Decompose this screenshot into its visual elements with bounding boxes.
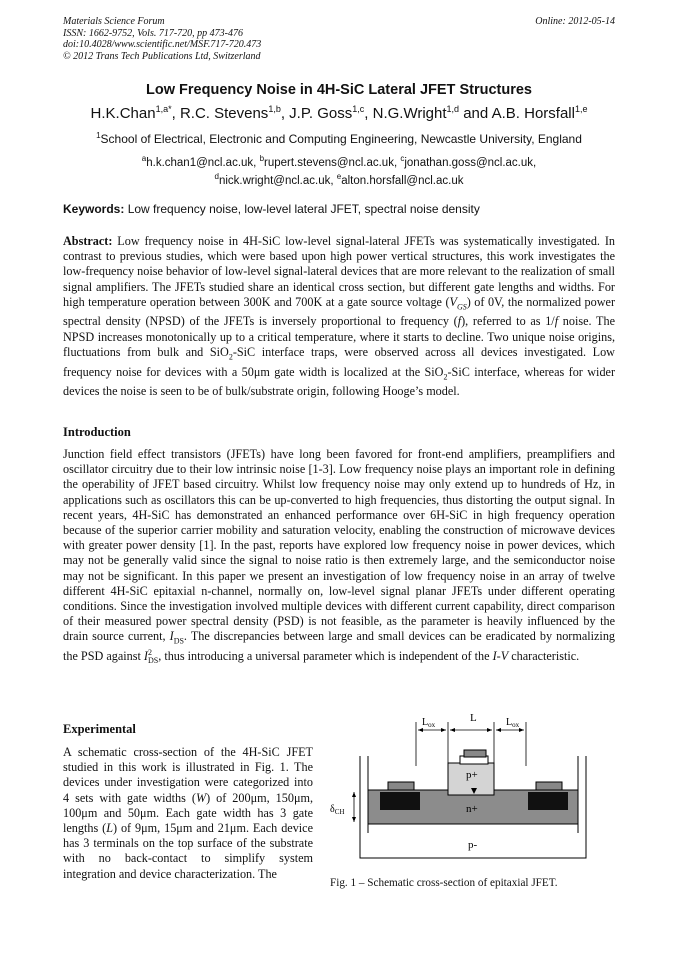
abstract-text: ) of 0V, the normalized power spectral density (NPSD) of the JFETs is inversely proportional to frequency ( [63, 294, 616, 329]
gate-contact-pad [464, 750, 486, 757]
author-name: A.B. Horsfall [491, 105, 575, 122]
abstract-f: f [554, 314, 559, 329]
introduction-text [63, 447, 615, 665]
email-e: alton.horsfall@ncl.ac.uk [341, 174, 464, 187]
author-sep: , [364, 105, 373, 122]
author-name: R.C. Stevens [179, 105, 269, 122]
intro-ids2-sub: DS [147, 656, 159, 666]
email-a: h.k.chan1@ncl.ac.uk, [146, 156, 260, 169]
affiliation-sup: 1 [96, 131, 101, 140]
label-n-plus: n+ [466, 803, 478, 815]
author-sup: 1,e [574, 104, 588, 114]
intro-text: Junction field effect transistors (JFETs) have long been favored for front-end amplifiers, preamplifiers and oscillator circuitry due to their low intrinsic noise [1-3]. Low frequency noise plays an important role in defining the operability of JFET based circuitry. Whilst low frequency noise may only extend up to hundreds of Hz, in applications such as oscillators this can be up-converted to high frequencies, thus distorting the output signal. In recent years, 4H-SiC has demonstrated an enhanced performance over 6H-SiC in high frequency operation because of the superior carrier mobility and saturation velocity, enabling the construction of microwave devices with greater power density [1]. In the past, reports have explored low frequency noise in power devices, which may not be generally valid since the signal to noise ratio is then extremely large, and the semiconductor noise may not be significant. In this paper we present an investigation of low frequency noise in an array of twelve different 4H-SiC epitaxial n-channel, normally on, low-level signal planar JFETs under different operating conditions. Since the investigation involved multiple devices with different current capability, direct comparison of their measured power spectral density (PSD) is not feasible, as the parameter is heavily influenced by the drain source current, [63, 447, 615, 644]
exp-w: W [195, 790, 207, 805]
author-name: H.K.Chan [90, 105, 156, 122]
author-name: J.P. Goss [289, 105, 353, 122]
email-list: $^a$h.k.chan1@ncl.ac.uk, $^b$rupert.stevens@ncl.ac.uk, $^c$jonathan.goss@ncl.ac.uk, $^d$nick.wright@ncl.ac.uk, $^e$alton.horsfall@ncl.ac.uk [141, 154, 537, 187]
label-lox-right: $L_{ox}$ [506, 717, 520, 729]
abstract-f: f [457, 314, 462, 329]
abstract-text: noise. The NPSD increases monotonically up to a critical temperature, where it starts to decline. Two unique noise origins, fluctuations from bulk and SiO [63, 314, 615, 359]
doi: doi:10.4028/www.scientific.net/MSF.717-720.473 [63, 39, 262, 50]
jfet-cross-section-diagram [328, 708, 598, 868]
exp-l: L [106, 821, 113, 836]
author-sep: , [280, 105, 290, 122]
intro-text: . The discrepancies between large and small devices can be eradicated by normalizing the PSD against [63, 629, 616, 664]
author-sep: , [171, 105, 180, 122]
issn: ISSN: 1662-9752, Vols. 717-720, pp 473-476 [63, 27, 243, 39]
affiliation-text: School of Electrical, Electronic and Computing Engineering, Newcastle University, England [100, 132, 582, 146]
abstract-text: Low frequency noise in 4H-SiC low-level signal-lateral JFETs was systematically investigated. In contrast to previous studies, which were based upon high power vertical structures, this work investigates the low-frequency noise behavior of low-level signal-lateral devices that are more relevant to the realization of small signal amplifiers. The JFETs studied share an identical cross section, but different gate lengths and widths. For high temperature operation between 300K and 700K at a gate source voltage ( [63, 234, 615, 309]
author-sup: 1,b [268, 104, 281, 114]
label-l: L [470, 712, 477, 724]
intro-ids2-sup: 2 [147, 648, 152, 658]
section-heading-introduction: Introduction [63, 425, 131, 439]
label-p-plus: p+ [466, 769, 478, 781]
experimental-text [63, 745, 313, 882]
email-d: nick.wright@ncl.ac.uk, [218, 174, 337, 187]
intro-iv: I-V [492, 649, 509, 664]
left-contact-pad [388, 782, 414, 790]
exp-text: A schematic cross-section of the 4H-SiC JFET studied in this work is illustrated in Fig. 1. The devices under investigation were categorized into 4 sets with gate widths ( [63, 745, 313, 805]
author-sup: 1,d [446, 104, 460, 114]
author-list [0, 104, 678, 122]
author-sup: 1,a* [155, 104, 172, 114]
author-sep: and [459, 105, 492, 122]
left-contact-implant [380, 792, 420, 810]
abstract-text: -SiC interface, whereas for wider devices the noise is seen to be of bulk/substrate origin, following Hooge’s model. [63, 364, 615, 399]
label-p-minus: p- [468, 839, 478, 851]
abstract-text: -SiC interface traps, were observed across all devices investigated. Low frequency noise for devices with a 50μm gate width is localized at the SiO [63, 344, 615, 379]
label-lox-left: $L_{ox}$ [422, 717, 436, 729]
email-b: rupert.stevens@ncl.ac.uk, [264, 156, 401, 169]
intro-ids-sub: DS [173, 636, 184, 646]
intro-text: , thus introducing a universal parameter which is independent of the [158, 649, 493, 664]
subscript-2: 2 [443, 371, 448, 381]
abstract-vgs-sub: GS [456, 302, 467, 312]
journal-header [63, 16, 261, 62]
copyright: © 2012 Trans Tech Publications Ltd, Switzerland [63, 50, 261, 62]
label-delta-ch: $\delta_{CH}$ [330, 804, 345, 816]
affiliation [0, 131, 678, 146]
journal-name: Materials Science Forum [63, 16, 165, 27]
author-sup: 1,c [352, 104, 365, 114]
abstract [63, 234, 615, 399]
keywords-label: Keywords: [63, 202, 125, 216]
section-heading-experimental: Experimental [63, 722, 136, 736]
paper-title: Low Frequency Noise in 4H-SiC Lateral JFET Structures [146, 82, 532, 98]
keywords-text: Low frequency noise, low-level lateral JFET, spectral noise density [124, 202, 480, 216]
intro-text: characteristic. [508, 649, 580, 664]
intro-ids: I [143, 649, 148, 664]
abstract-text: ), referred to as 1/ [461, 314, 555, 329]
abstract-vgs: V [449, 294, 457, 309]
author-name: N.G.Wright [372, 105, 447, 122]
right-contact-pad [536, 782, 562, 790]
email-c: jonathan.goss@ncl.ac.uk, [404, 156, 537, 169]
right-contact-implant [528, 792, 568, 810]
figure-caption: Fig. 1 – Schematic cross-section of epitaxial JFET. [330, 877, 558, 889]
subscript-2: 2 [228, 352, 233, 362]
exp-text: ) of 9μm, 15μm and 21μm. Each device has 3 terminals on the top surface of the substrate with no back-contact to simplify system integration and device characterization. The [63, 821, 313, 881]
online-date: Online: 2012-05-14 [535, 16, 615, 27]
abstract-label: Abstract: [63, 234, 113, 248]
intro-ids: I [169, 629, 174, 644]
keywords [63, 202, 615, 216]
exp-text: ) of 200μm, 150μm, 100μm and 50μm. Each gate width has 3 gate lengths ( [63, 790, 314, 836]
